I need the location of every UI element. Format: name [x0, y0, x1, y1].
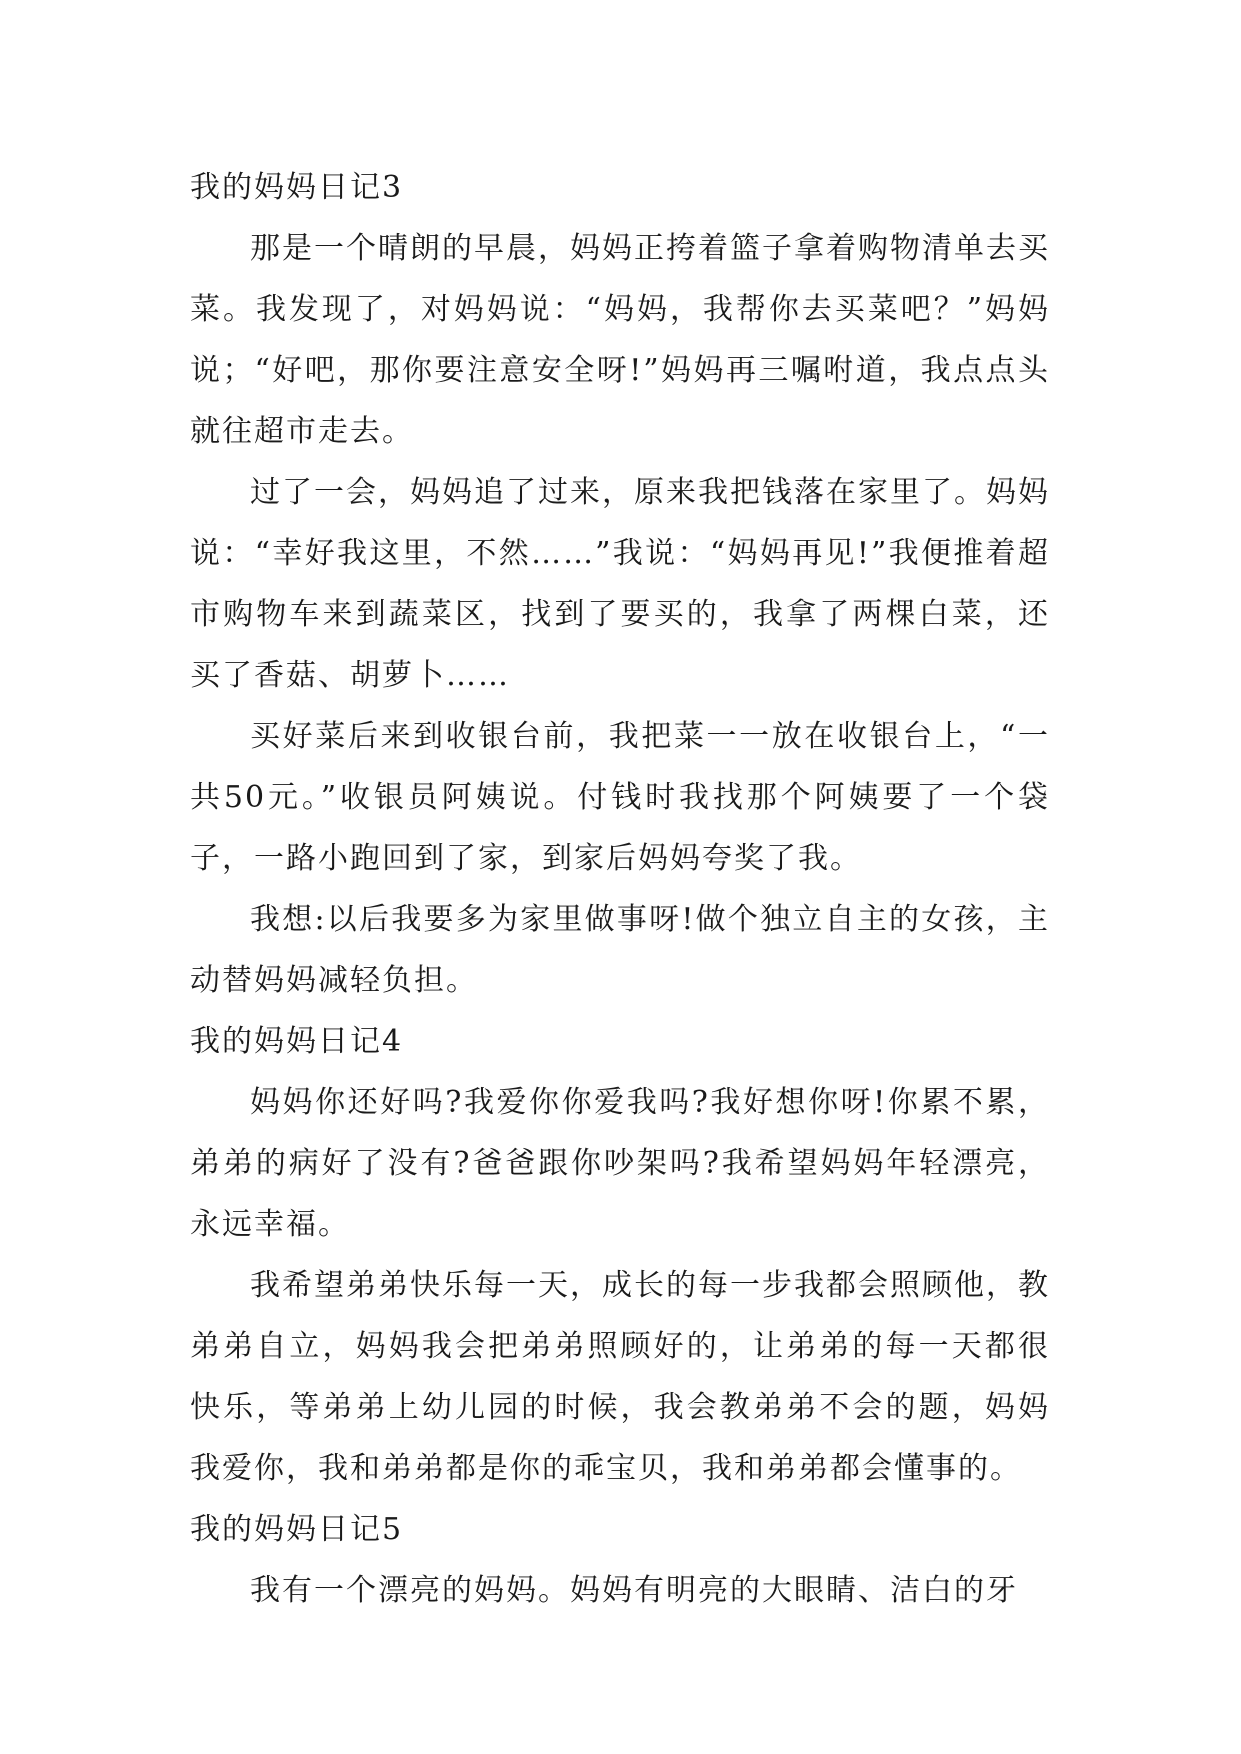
paragraph: 买好菜后来到收银台前，我把菜一一放在收银台上，“一共50元。”收银员阿姨说。付钱时我找那个阿姨要了一个袋子，一路小跑回到了家，到家后妈妈夸奖了我。 — [190, 719, 1050, 876]
paragraph: 我想:以后我要多为家里做事呀!做个独立自主的女孩，主动替妈妈减轻负担。 — [190, 902, 1050, 998]
paragraph: 我有一个漂亮的妈妈。妈妈有明亮的大眼睛、洁白的牙 — [250, 1573, 1018, 1608]
document-body — [190, 157, 1050, 1621]
paragraph: 我希望弟弟快乐每一天，成长的每一步我都会照顾他，教弟弟自立，妈妈我会把弟弟照顾好的，让弟弟的每一天都很快乐，等弟弟上幼儿园的时候，我会教弟弟不会的题，妈妈我爱你，我和弟弟都是你的乖宝贝，我和弟弟都会懂事的。 — [190, 1268, 1050, 1486]
paragraph: 那是一个晴朗的早晨，妈妈正挎着篮子拿着购物清单去买菜。我发现了，对妈妈说：“妈妈，我帮你去买菜吧？”妈妈说；“好吧，那你要注意安全呀!”妈妈再三嘱咐道，我点点头就往超市走去。 — [190, 231, 1050, 449]
section-heading: 我的妈妈日记4 — [190, 1024, 404, 1059]
section-heading: 我的妈妈日记5 — [190, 1512, 404, 1547]
paragraph: 过了一会，妈妈追了过来，原来我把钱落在家里了。妈妈说：“幸好我这里，不然……”我说：“妈妈再见!”我便推着超市购物车来到蔬菜区，找到了要买的，我拿了两棵白菜，还买了香菇、胡萝卜…… — [190, 475, 1050, 693]
paragraph: 妈妈你还好吗?我爱你你爱我吗?我好想你呀!你累不累，弟弟的病好了没有?爸爸跟你吵架吗?我希望妈妈年轻漂亮，永远幸福。 — [190, 1085, 1050, 1242]
section-heading: 我的妈妈日记3 — [190, 170, 404, 205]
